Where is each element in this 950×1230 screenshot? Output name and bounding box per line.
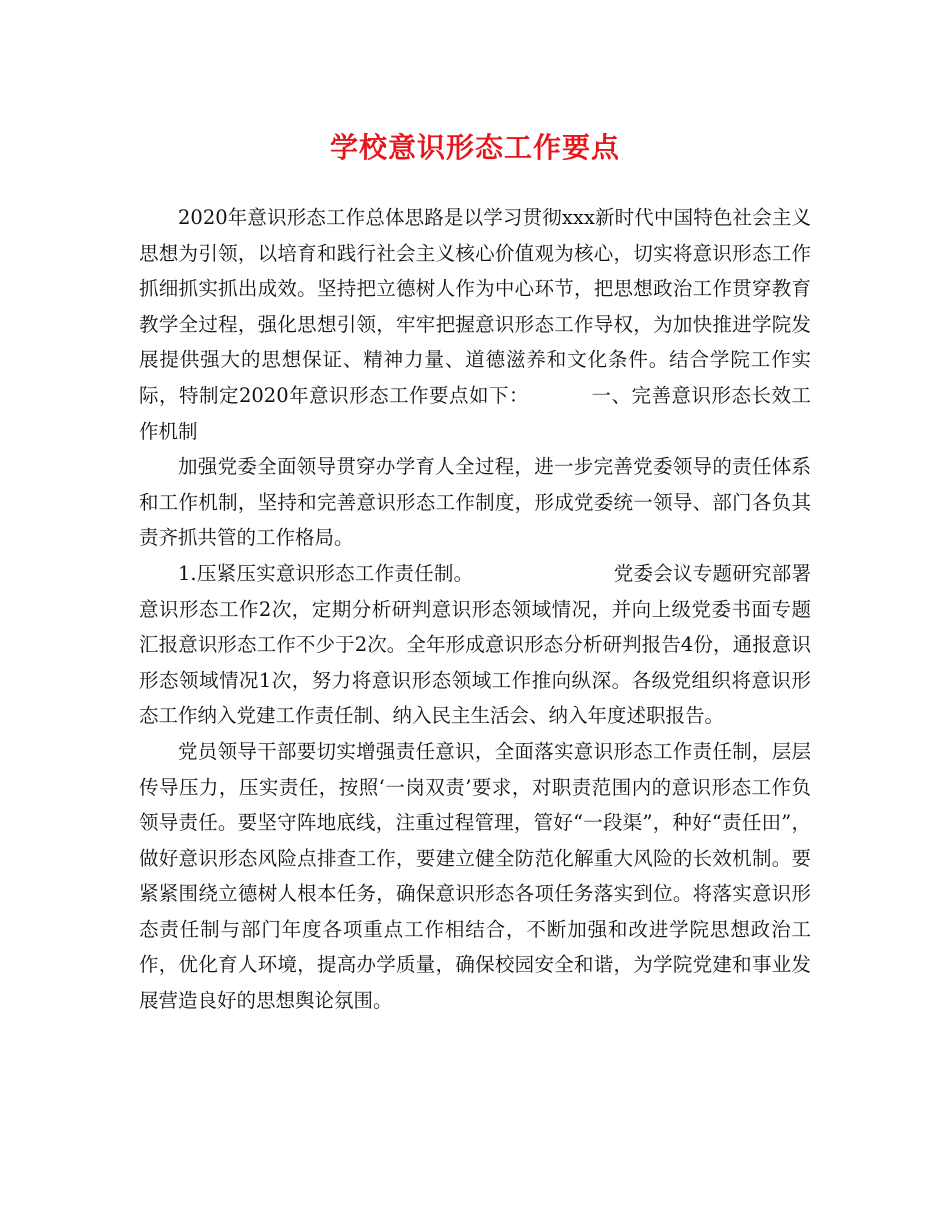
section-heading-1: 一、完善意识形态长效工作机制 [139, 383, 811, 443]
paragraph-item-1 [139, 556, 811, 734]
paragraph-responsibility: 党员领导干部要切实增强责任意识，全面落实意识形态工作责任制，层层传导压力，压实责任，按照‘一岗双责’要求，对职责范围内的意识形态工作负领导责任。要坚守阵地底线，注重过程管理，管好“一段渠”，种好“责任田”，做好意识形态风险点排查工作，要建立健全防范化解重大风险的长效机制。要紧紧围绕立德树人根本任务，确保意识形态各项任务落实到位。将落实意识形态责任制与部门年度各项重点工作相结合，不断加强和改进学院思想政治工作，优化育人环境，提高办学质量，确保校园安全和谐，为学院党建和事业发展营造良好的思想舆论氛围。 [139, 739, 811, 1013]
item-1-heading: 1.压紧压实意识形态工作责任制。 [178, 561, 474, 585]
paragraph-intro-text: 2020年意识形态工作总体思路是以学习贯彻xxx新时代中国特色社会主义思想为引领，以培育和践行社会主义核心价值观为核心，切实将意识形态工作抓细抓实抓出成效。坚持把立德树人作为中心环节，把思想政治工作贯穿教育教学全过程，强化思想引领，牢牢把握意识形态工作导权，为加快推进学院发展提供强大的思想保证、精神力量、道德滋养和文化条件。结合学院工作实际，特制定2020年意识形态工作要点如下： [139, 206, 811, 407]
paragraph-leadership: 加强党委全面领导贯穿办学育人全过程，进一步完善党委领导的责任体系和工作机制，坚持和完善意识形态工作制度，形成党委统一领导、部门各负其责齐抓共管的工作格局。 [139, 455, 811, 550]
document-body [139, 200, 811, 1019]
item-1-text: 党委会议专题研究部署意识形态工作2次，定期分析研判意识形态领域情况，并向上级党委书面专题汇报意识形态工作不少于2次。全年形成意识形态分析研判报告4份，通报意识形态领域情况1次，努力将意识形态领域工作推向纵深。各级党组织将意识形态工作纳入党建工作责任制、纳入民主生活会、纳入年度述职报告。 [139, 561, 811, 728]
document-title: 学校意识形态工作要点 [329, 131, 620, 164]
paragraph-intro [139, 200, 811, 449]
